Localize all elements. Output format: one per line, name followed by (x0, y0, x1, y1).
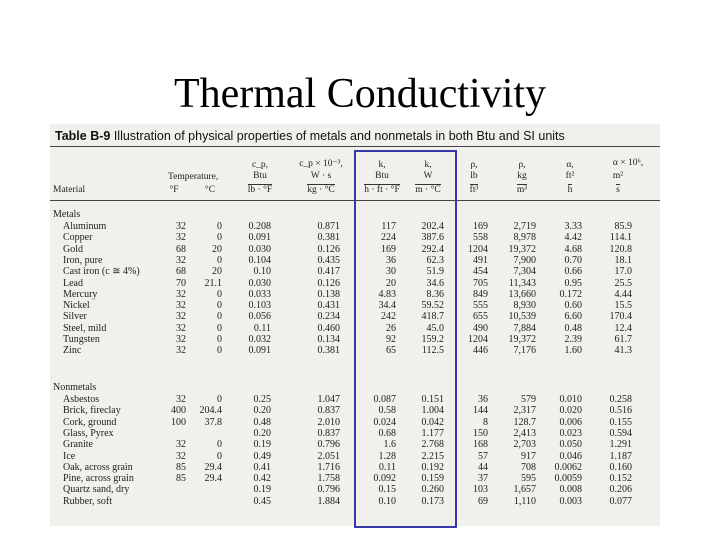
cell-rho-btu: 69 (478, 495, 488, 507)
cell-alpha-si: 4.44 (614, 288, 632, 300)
cell-alpha-si: 120.8 (609, 243, 632, 255)
cell-temp-f: 85 (176, 473, 186, 485)
cell-rho-si: 595 (521, 473, 536, 485)
cell-material: Ice (63, 450, 76, 462)
cell-k-btu: 0.024 (373, 416, 396, 428)
cell-rho-si: 7,304 (513, 266, 536, 278)
cell-cp-si: 0.138 (317, 288, 340, 300)
cell-alpha-btu: 0.48 (564, 322, 582, 334)
cell-rho-btu: 8 (483, 416, 488, 428)
cell-k-si: 112.5 (421, 345, 444, 357)
cell-rho-btu: 169 (473, 221, 488, 232)
cell-temp-c: 0 (217, 288, 222, 300)
cell-alpha-btu: 4.68 (564, 243, 582, 255)
cell-alpha-si: 1.187 (609, 450, 632, 462)
cell-cp-btu: 0.19 (253, 484, 271, 496)
cell-k-btu: 224 (381, 232, 396, 244)
cell-material: Quartz sand, dry (63, 484, 130, 496)
cell-k-si: 159.2 (421, 334, 444, 345)
cell-material: Iron, pure (63, 254, 103, 266)
cell-temp-c: 0 (217, 254, 222, 266)
temperature-header: Temperature, (168, 172, 219, 182)
cell-k-si: 0.192 (421, 461, 444, 473)
cell-material: Copper (63, 232, 93, 244)
cell-k-si: 1.177 (421, 427, 444, 439)
cell-cp-btu: 0.030 (248, 243, 271, 255)
cell-temp-c: 20 (212, 243, 222, 255)
cell-rho-si: 579 (521, 394, 536, 405)
cell-material: Steel, mild (63, 322, 107, 334)
cell-material: Cork, ground (63, 416, 117, 428)
cell-cp-btu: 0.056 (248, 311, 271, 323)
cell-rho-si: 708 (521, 461, 536, 473)
temp-c-header: °C (204, 185, 216, 195)
cell-k-si: 0.159 (421, 473, 444, 485)
cell-material: Gold (63, 243, 83, 255)
cell-cp-btu: 0.104 (248, 254, 271, 266)
cell-cp-btu: 0.033 (248, 288, 271, 300)
cell-rho-si: 2,317 (513, 405, 536, 417)
alpha-si-unit-top: m² (612, 171, 624, 181)
cell-rho-btu: 36 (478, 394, 488, 405)
material-header: Material (53, 185, 86, 195)
cell-material: Silver (63, 311, 87, 323)
cell-cp-btu: 0.11 (253, 322, 271, 334)
cell-material: Asbestos (63, 394, 100, 405)
cell-k-si: 418.7 (421, 311, 444, 323)
cell-rho-btu: 454 (473, 266, 488, 278)
cell-cp-si: 0.381 (317, 232, 340, 244)
cell-alpha-btu: 0.70 (564, 254, 582, 266)
cell-alpha-si: 18.1 (614, 254, 632, 266)
top-rule (50, 146, 660, 147)
rho-si-unit-bottom: m³ (516, 185, 528, 195)
cell-alpha-si: 0.206 (609, 484, 632, 496)
cell-rho-btu: 705 (473, 277, 488, 289)
cell-temp-c: 29.4 (204, 473, 222, 485)
cell-rho-si: 2,719 (513, 221, 536, 232)
cell-k-btu: 20 (386, 277, 396, 289)
cell-rho-btu: 44 (478, 461, 488, 473)
alpha-btu-unit-top: ft² (565, 171, 575, 181)
cell-rho-si: 2,413 (513, 427, 536, 439)
cell-rho-btu: 150 (473, 427, 488, 439)
cell-cp-si: 0.871 (317, 221, 340, 232)
cell-material: Aluminum (63, 221, 107, 232)
cell-k-btu: 36 (386, 254, 396, 266)
cell-cp-si: 0.126 (317, 243, 340, 255)
cell-alpha-btu: 0.020 (559, 405, 582, 417)
cell-alpha-si: 1.291 (609, 439, 632, 451)
cell-material: Lead (63, 277, 83, 289)
cell-temp-c: 0 (217, 334, 222, 345)
cell-temp-f: 32 (176, 300, 186, 312)
cell-temp-f: 32 (176, 345, 186, 357)
cell-alpha-si: 0.258 (609, 394, 632, 405)
cell-material: Pine, across grain (63, 473, 134, 485)
cell-rho-si: 7,176 (513, 345, 536, 357)
cell-rho-btu: 558 (473, 232, 488, 244)
cp-btu-unit-top: Btu (253, 171, 267, 181)
cell-cp-btu: 0.49 (253, 450, 271, 462)
cell-cp-btu: 0.20 (253, 427, 271, 439)
k-btu-unit-bottom: h · ft · °F (364, 185, 400, 195)
cell-cp-si: 2.051 (317, 450, 340, 462)
cell-k-si: 387.6 (421, 232, 444, 244)
slide-title: Thermal Conductivity (173, 71, 547, 117)
rho-btu-unit-bottom: ft³ (469, 185, 479, 195)
cell-cp-btu: 0.19 (253, 439, 271, 451)
cp-btu-symbol: c_p, (251, 160, 269, 170)
cell-k-btu: 117 (381, 221, 396, 232)
cell-alpha-si: 61.7 (614, 334, 632, 345)
cell-rho-btu: 103 (473, 484, 488, 496)
cell-k-si: 0.042 (421, 416, 444, 428)
cell-temp-f: 32 (176, 450, 186, 462)
cell-k-btu: 0.087 (373, 394, 396, 405)
cell-alpha-si: 170.4 (609, 311, 632, 323)
cell-temp-c: 21.1 (204, 277, 222, 289)
cell-rho-btu: 655 (473, 311, 488, 323)
cell-alpha-btu: 4.42 (564, 232, 582, 244)
section-nonmetals: Nonmetals (53, 382, 97, 393)
cell-rho-btu: 490 (473, 322, 488, 334)
cell-cp-si: 0.126 (317, 277, 340, 289)
cell-rho-si: 2,703 (513, 439, 536, 451)
k-si-unit-top: W (423, 171, 433, 181)
cell-temp-f: 400 (171, 405, 186, 417)
cell-cp-si: 0.435 (317, 254, 340, 266)
cell-rho-si: 7,884 (513, 322, 536, 334)
cell-material: Brick, fireclay (63, 405, 121, 417)
cell-material: Oak, across grain (63, 461, 133, 473)
cell-temp-f: 85 (176, 461, 186, 473)
cell-alpha-btu: 0.0062 (554, 461, 582, 473)
cell-cp-si: 0.460 (317, 322, 340, 334)
cell-cp-btu: 0.45 (253, 495, 271, 507)
cell-alpha-btu: 6.60 (564, 311, 582, 323)
cell-k-btu: 1.6 (383, 439, 396, 451)
cell-temp-f: 68 (176, 266, 186, 278)
cell-rho-btu: 849 (473, 288, 488, 300)
cell-temp-c: 0 (217, 450, 222, 462)
cell-temp-f: 68 (176, 243, 186, 255)
cell-alpha-btu: 3.33 (564, 221, 582, 232)
cell-alpha-btu: 0.60 (564, 300, 582, 312)
cell-temp-c: 0 (217, 232, 222, 244)
cell-k-si: 62.3 (426, 254, 444, 266)
cell-alpha-btu: 0.008 (559, 484, 582, 496)
cell-rho-si: 917 (521, 450, 536, 462)
cell-k-btu: 0.58 (378, 405, 396, 417)
cell-k-si: 8.36 (426, 288, 444, 300)
cell-temp-f: 32 (176, 322, 186, 334)
table-number: Table B-9 (55, 129, 111, 143)
cell-k-si: 0.173 (421, 495, 444, 507)
cell-cp-btu: 0.030 (248, 277, 271, 289)
cell-k-si: 59.52 (421, 300, 444, 312)
cell-k-btu: 30 (386, 266, 396, 278)
cell-temp-c: 0 (217, 345, 222, 357)
alpha-btu-unit-bottom: h (567, 185, 573, 195)
cell-cp-btu: 0.032 (248, 334, 271, 345)
cell-cp-btu: 0.25 (253, 394, 271, 405)
cell-k-si: 1.004 (421, 405, 444, 417)
cell-temp-c: 0 (217, 221, 222, 232)
alpha-btu-symbol: α, (566, 160, 574, 170)
cell-alpha-si: 15.5 (614, 300, 632, 312)
cell-alpha-btu: 2.39 (564, 334, 582, 345)
cell-cp-btu: 0.091 (248, 232, 271, 244)
cell-cp-btu: 0.091 (248, 345, 271, 357)
cell-cp-btu: 0.208 (248, 221, 271, 232)
cell-k-btu: 1.28 (378, 450, 396, 462)
cell-rho-si: 19,372 (508, 243, 536, 255)
cell-temp-f: 32 (176, 394, 186, 405)
cell-cp-si: 0.417 (317, 266, 340, 278)
cell-alpha-si: 12.4 (614, 322, 632, 334)
cell-cp-si: 0.381 (317, 345, 340, 357)
cell-k-si: 45.0 (426, 322, 444, 334)
cell-cp-btu: 0.20 (253, 405, 271, 417)
cp-si-unit-top: W · s (310, 171, 332, 181)
cell-k-btu: 65 (386, 345, 396, 357)
k-btu-unit-top: Btu (375, 171, 389, 181)
cell-material: Tungsten (63, 334, 100, 345)
cell-cp-si: 0.837 (317, 405, 340, 417)
cell-k-si: 2.215 (421, 450, 444, 462)
cell-material: Nickel (63, 300, 90, 312)
rho-btu-unit-top: lb (470, 171, 478, 181)
cell-rho-btu: 1204 (468, 243, 488, 255)
cell-alpha-btu: 0.006 (559, 416, 582, 428)
cell-cp-si: 0.234 (317, 311, 340, 323)
cell-alpha-si: 0.160 (609, 461, 632, 473)
cell-alpha-si: 17.0 (614, 266, 632, 278)
cell-temp-f: 100 (171, 416, 186, 428)
cell-alpha-si: 41.3 (614, 345, 632, 357)
cell-temp-f: 32 (176, 221, 186, 232)
cell-temp-f: 32 (176, 288, 186, 300)
k-btu-symbol: k, (378, 160, 386, 170)
cell-k-btu: 0.10 (378, 495, 396, 507)
cell-alpha-btu: 1.60 (564, 345, 582, 357)
cell-rho-si: 19,372 (508, 334, 536, 345)
temp-f-header: °F (169, 185, 179, 195)
cell-rho-btu: 446 (473, 345, 488, 357)
cell-k-si: 51.9 (426, 266, 444, 278)
cell-alpha-si: 0.594 (609, 427, 632, 439)
cell-k-si: 0.260 (421, 484, 444, 496)
cp-si-unit-bottom: kg · °C (307, 185, 335, 195)
cell-rho-btu: 491 (473, 254, 488, 266)
cell-temp-c: 20 (212, 266, 222, 278)
cell-cp-si: 2.010 (317, 416, 340, 428)
cell-k-si: 34.6 (426, 277, 444, 289)
cell-temp-f: 32 (176, 334, 186, 345)
cell-temp-c: 0 (217, 322, 222, 334)
cell-alpha-btu: 0.003 (559, 495, 582, 507)
cell-cp-si: 1.047 (317, 394, 340, 405)
cell-k-btu: 169 (381, 243, 396, 255)
rho-btu-symbol: ρ, (470, 160, 478, 170)
cell-rho-si: 13,660 (508, 288, 536, 300)
k-si-symbol: k, (424, 160, 432, 170)
cell-rho-si: 8,930 (513, 300, 536, 312)
cell-alpha-si: 0.152 (609, 473, 632, 485)
cell-rho-btu: 57 (478, 450, 488, 462)
cell-k-btu: 0.15 (378, 484, 396, 496)
cell-material: Mercury (63, 288, 98, 300)
cell-cp-si: 1.716 (317, 461, 340, 473)
cell-material: Rubber, soft (63, 495, 113, 507)
cell-alpha-si: 0.077 (609, 495, 632, 507)
cell-temp-f: 32 (176, 439, 186, 451)
cell-material: Granite (63, 439, 93, 451)
cell-cp-btu: 0.42 (253, 473, 271, 485)
cell-rho-si: 8,978 (513, 232, 536, 244)
cell-k-btu: 92 (386, 334, 396, 345)
cp-btu-unit-bottom: lb · °F (247, 185, 273, 195)
cell-temp-f: 32 (176, 232, 186, 244)
cell-temp-f: 32 (176, 254, 186, 266)
cell-k-btu: 0.68 (378, 427, 396, 439)
cell-cp-si: 0.837 (317, 427, 340, 439)
cell-cp-si: 0.134 (317, 334, 340, 345)
cell-k-si: 292.4 (421, 243, 444, 255)
cell-material: Glass, Pyrex (63, 427, 114, 439)
cell-alpha-btu: 0.010 (559, 394, 582, 405)
cell-cp-btu: 0.41 (253, 461, 271, 473)
cell-alpha-si: 25.5 (614, 277, 632, 289)
cell-cp-si: 1.884 (317, 495, 340, 507)
cell-k-btu: 26 (386, 322, 396, 334)
cell-material: Zinc (63, 345, 82, 357)
cell-temp-f: 32 (176, 311, 186, 323)
cell-alpha-btu: 0.95 (564, 277, 582, 289)
section-metals: Metals (53, 209, 81, 220)
cell-rho-btu: 37 (478, 473, 488, 485)
cell-cp-btu: 0.48 (253, 416, 271, 428)
cell-k-btu: 4.83 (378, 288, 396, 300)
cell-cp-btu: 0.103 (248, 300, 271, 312)
cell-k-btu: 34.4 (378, 300, 396, 312)
cell-temp-f: 70 (176, 277, 186, 289)
k-si-unit-bottom: m · °C (415, 185, 441, 195)
cell-alpha-si: 85.9 (614, 221, 632, 232)
cell-rho-si: 128.7 (513, 416, 536, 428)
cell-cp-si: 0.796 (317, 484, 340, 496)
rho-si-unit-top: kg (517, 171, 527, 181)
cell-alpha-btu: 0.050 (559, 439, 582, 451)
cell-k-btu: 0.11 (378, 461, 396, 473)
cell-cp-btu: 0.10 (253, 266, 271, 278)
cell-temp-c: 0 (217, 394, 222, 405)
cell-rho-si: 7,900 (513, 254, 536, 266)
cell-alpha-si: 114.1 (609, 232, 632, 244)
cell-rho-btu: 168 (473, 439, 488, 451)
cell-alpha-si: 0.516 (609, 405, 632, 417)
table-caption-text: Illustration of physical properties of metals and nonmetals in both Btu and SI units (113, 129, 565, 143)
cell-cp-si: 0.431 (317, 300, 340, 312)
cell-k-btu: 242 (381, 311, 396, 323)
cell-alpha-btu: 0.046 (559, 450, 582, 462)
cell-rho-btu: 144 (473, 405, 488, 417)
cp-si-symbol: c_p × 10⁻³, (299, 159, 343, 169)
cell-alpha-btu: 0.172 (559, 288, 582, 300)
cell-temp-c: 37.8 (204, 416, 222, 428)
cell-temp-c: 204.4 (199, 405, 222, 417)
cell-k-si: 0.151 (421, 394, 444, 405)
cell-k-si: 2.768 (421, 439, 444, 451)
table-caption (55, 129, 565, 143)
cell-cp-si: 0.796 (317, 439, 340, 451)
cell-k-si: 202.4 (421, 221, 444, 232)
cell-temp-c: 0 (217, 300, 222, 312)
cell-cp-si: 1.758 (317, 473, 340, 485)
cell-alpha-btu: 0.0059 (554, 473, 582, 485)
cell-rho-btu: 555 (473, 300, 488, 312)
cell-alpha-si: 0.155 (609, 416, 632, 428)
cell-material: Cast iron (c ≅ 4%) (63, 266, 140, 278)
cell-rho-si: 11,343 (508, 277, 536, 289)
alpha-si-symbol: α × 10⁶, (612, 158, 644, 168)
conductivity-highlight-box (354, 150, 457, 528)
cell-rho-si: 1,110 (513, 495, 536, 507)
cell-rho-si: 10,539 (508, 311, 536, 323)
alpha-si-unit-bottom: s (616, 185, 620, 195)
cell-k-btu: 0.092 (373, 473, 396, 485)
cell-temp-c: 29.4 (204, 461, 222, 473)
cell-rho-btu: 1204 (468, 334, 488, 345)
cell-temp-c: 0 (217, 311, 222, 323)
cell-alpha-btu: 0.023 (559, 427, 582, 439)
rho-si-symbol: ρ, (518, 160, 526, 170)
cell-temp-c: 0 (217, 439, 222, 451)
cell-alpha-btu: 0.66 (564, 266, 582, 278)
cell-rho-si: 1,657 (513, 484, 536, 496)
